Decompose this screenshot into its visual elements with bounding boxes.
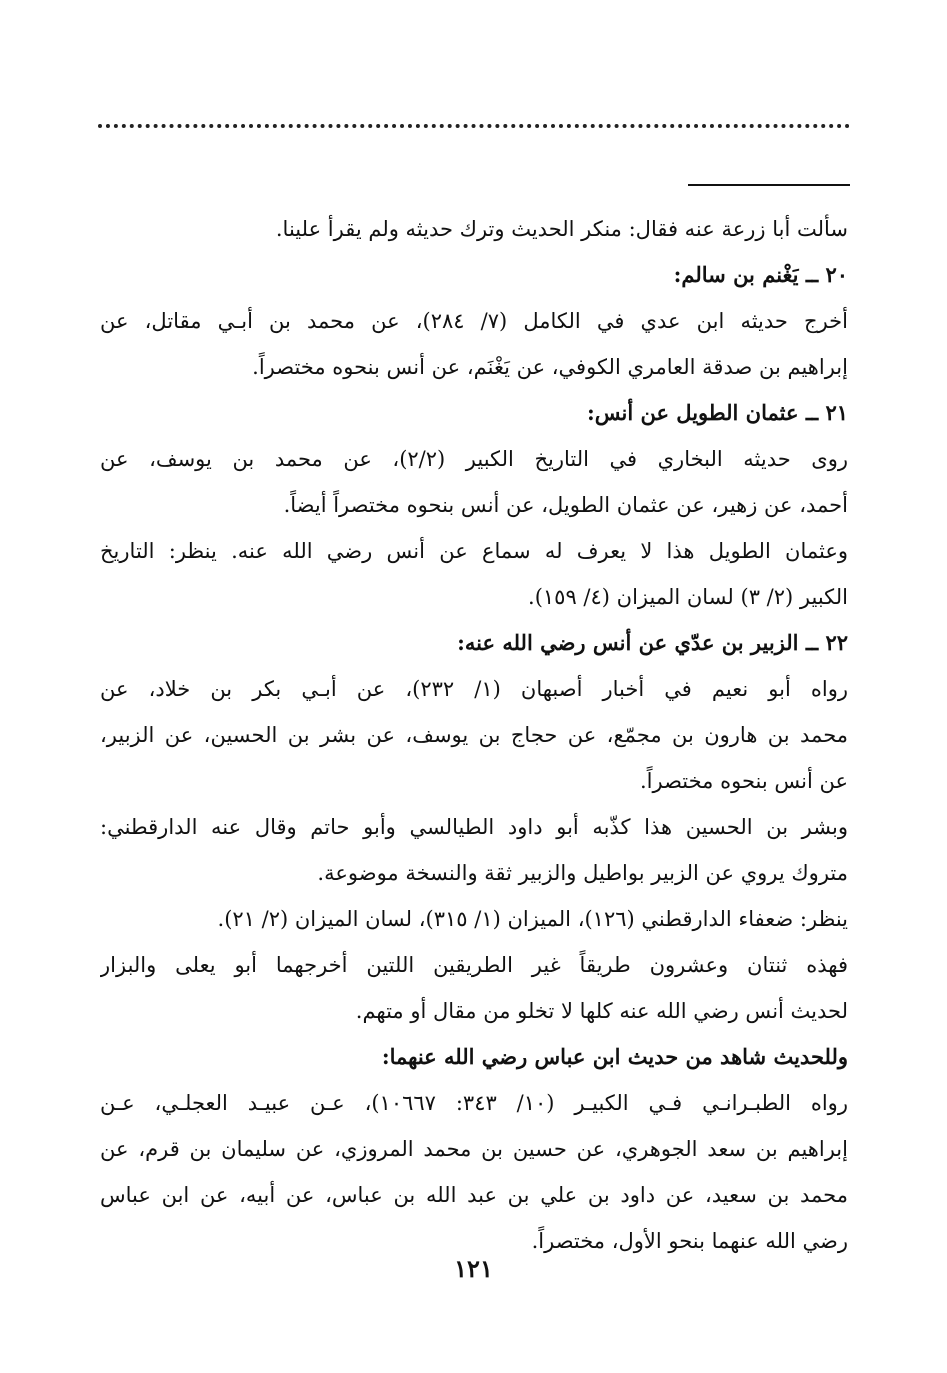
text-line: رضي الله عنهما بنحو الأول، مختصراً.: [531, 1229, 848, 1253]
section-heading: وللحديث شاهد من حديث ابن عباس رضي الله عنهما:: [381, 1044, 848, 1069]
section-heading: ٢١ ــ عثمان الطويل عن أنس:: [586, 400, 848, 425]
text-line: روى حديثه البخاري في التاريخ الكبير (٢/٢)، عن محمد بن يوسف، عن: [100, 447, 848, 471]
text-line: سألت أبا زرعة عنه فقال: منكر الحديث وترك حديثه ولم يقرأ علينا.: [275, 217, 848, 241]
section-heading: ٢٢ ــ الزبير بن عدّي عن أنس رضي الله عنه:: [457, 630, 848, 655]
text-line: متروك يروي عن الزبير بواطيل والزبير ثقة والنسخة موضوعة.: [317, 861, 848, 885]
page-body: [100, 206, 848, 1264]
text-line: عن أنس بنحوه مختصراً.: [639, 769, 848, 793]
text-line: إبراهيم بن صدقة العامري الكوفي، عن يَغْنَم، عن أنس بنحوه مختصراً.: [252, 355, 848, 379]
text-line: لحديث أنس رضي الله عنه كلها لا تخلو من مقال أو متهم.: [355, 999, 848, 1023]
page-number: ١٢١: [454, 1254, 493, 1283]
text-line: الكبير (٢/ ٣) لسان الميزان (٤/ ١٥٩).: [528, 585, 848, 609]
text-line: فهذه ثنتان وعشرون طريقاً غير الطريقين اللتين أخرجهما أبو يعلى والبزار: [100, 953, 848, 977]
text-line: ينظر: ضعفاء الدارقطني (١٢٦)، الميزان (١/ ٣١٥)، لسان الميزان (٢/ ٢١).: [217, 907, 848, 931]
text-line: إبراهيم بن سعد الجوهري، عن حسين بن محمد المروزي، عن سليمان بن قرم، عن: [100, 1137, 848, 1161]
text-line: أحمد، عن زهير، عن عثمان الطويل، عن أنس بنحوه مختصراً أيضاً.: [283, 493, 848, 517]
text-line: أخرج حديثه ابن عدي في الكامل (٧/ ٢٨٤)، عن محمد بن أبـي مقاتل، عن: [100, 309, 848, 333]
text-line: وعثمان الطويل هذا لا يعرف له سماع عن أنس رضي الله عنه. ينظر: التاريخ: [100, 539, 848, 563]
text-line: محمد بن سعيد، عن داود بن علي بن عبد الله بن عباس، عن أبيه، عن ابن عباس: [100, 1183, 848, 1207]
dotted-separator: [98, 124, 850, 128]
text-line: وبشر بن الحسين هذا كذّبه أبو داود الطيالسي وأبو حاتم وقال عنه الدارقطني:: [100, 815, 848, 839]
footnote-rule: [688, 184, 850, 186]
text-line: رواه الطبـرانـي فـي الكبيـر (١٠/ ٣٤٣: ١٠٦٦٧)، عـن عبيـد العجلـي، عـن: [100, 1091, 848, 1115]
text-line: محمد بن هارون بن مجمّع، عن حجاج بن يوسف، عن بشر بن الحسين، عن الزبير،: [100, 723, 848, 747]
section-heading: ٢٠ ــ يَغْنم بن سالم:: [673, 262, 848, 287]
text-line: رواه أبو نعيم في أخبار أصبهان (١/ ٢٣٢)، عن أبـي بكر بن خلاد، عن: [100, 677, 848, 701]
